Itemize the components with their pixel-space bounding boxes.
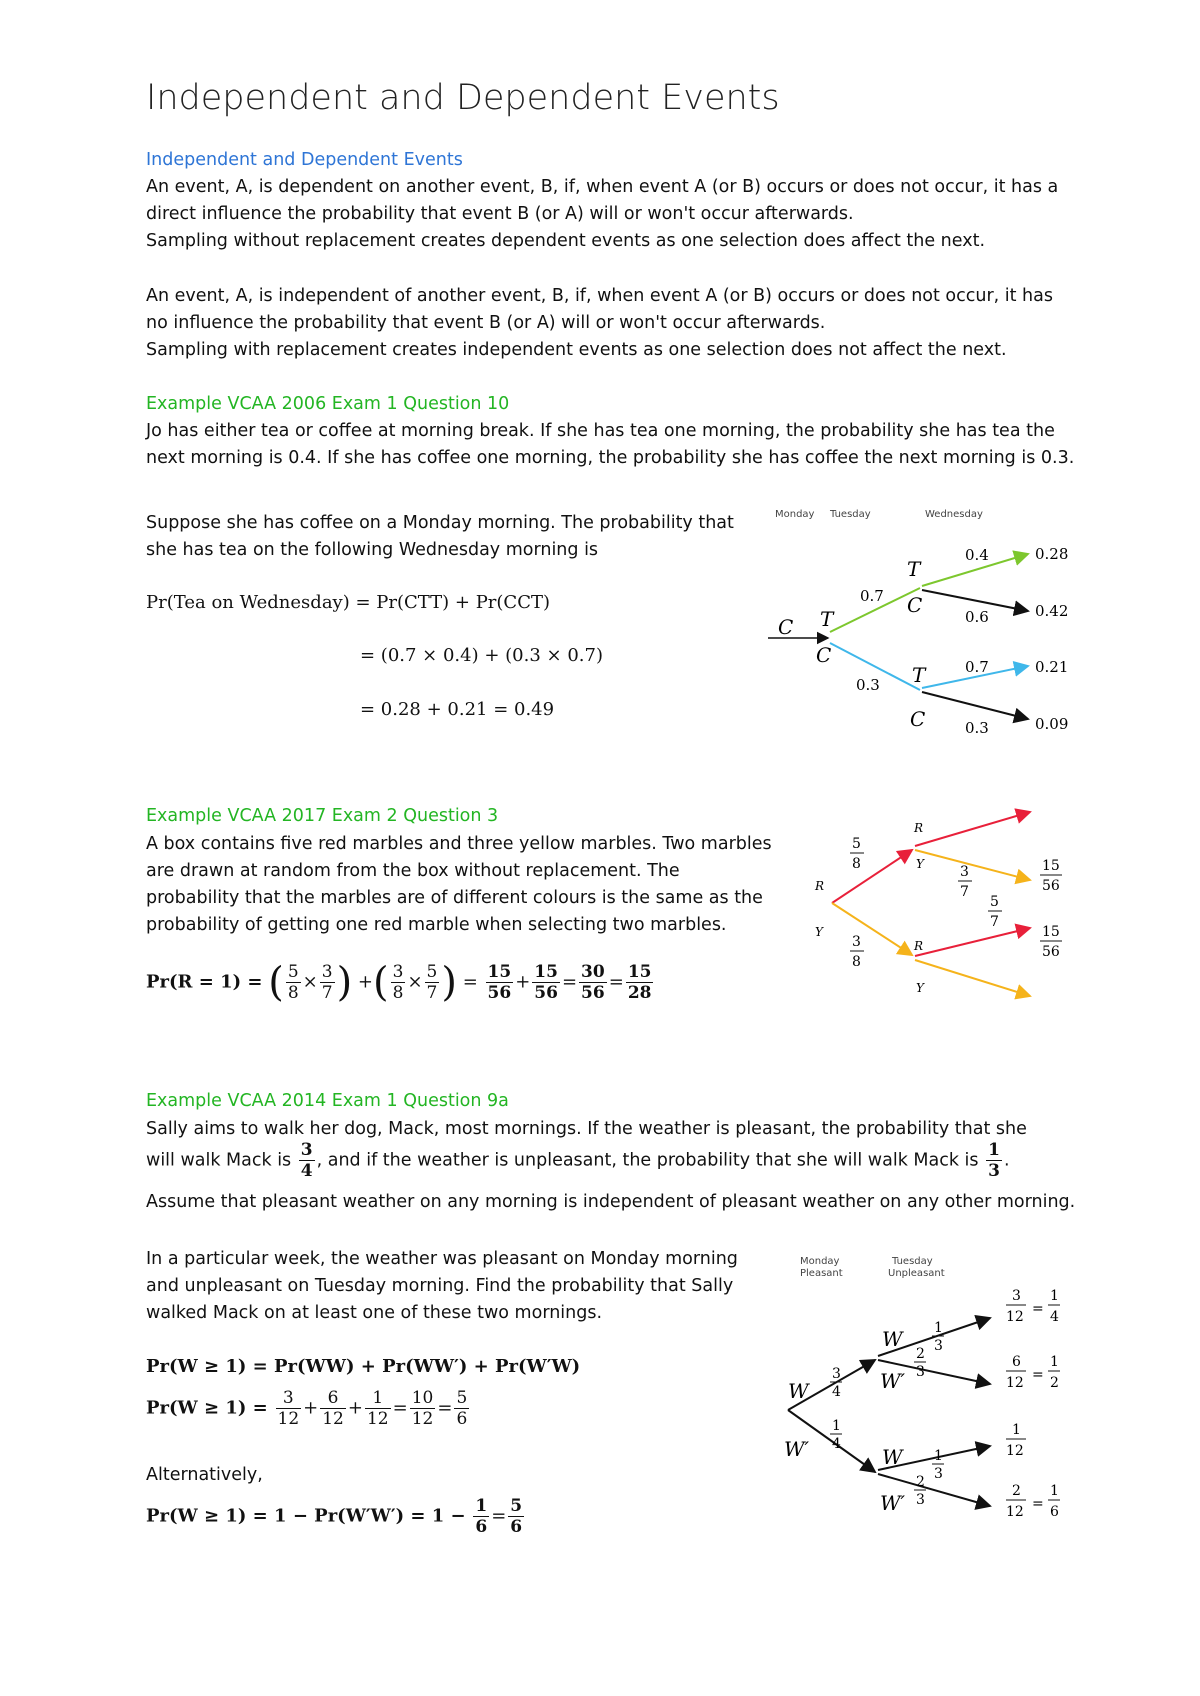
svg-text:4: 4 — [832, 1436, 841, 1452]
example1-question-2: she has tea on the following Wednesday morning is — [146, 540, 599, 560]
example3-line-2: will walk Mack is $\frac{3}{4}$ , and if the weather is unpleasant, the probability that she will walk Mack is $\frac{1}{3}$ . — [146, 1140, 1010, 1181]
independent-line-1: An event, A, is independent of another event, B, if, when event A (or B) occurs or does not occur, it has — [146, 286, 1053, 306]
example2-line-1: A box contains five red marbles and three yellow marbles. Two marbles — [146, 834, 772, 854]
tree1-node-c-tue: C — [816, 643, 832, 667]
tree1-node-t-wed1: T — [907, 557, 921, 581]
tree3-result-4 — [1006, 1483, 1060, 1520]
tree2-branch-ry — [915, 850, 1030, 880]
svg-text:3: 3 — [916, 1492, 925, 1508]
svg-text:1: 1 — [934, 1448, 943, 1464]
example2-eq-lhs: Pr(R = 1) = — [146, 971, 263, 993]
example1-heading: Example VCAA 2006 Exam 1 Question 10 — [146, 394, 510, 414]
example1-question — [146, 510, 734, 564]
example3-alternatively: Alternatively, — [146, 1465, 263, 1485]
tree1-node-c-wed2: C — [910, 707, 926, 731]
example1-eq2: = (0.7 × 0.4) + (0.3 × 0.7) — [360, 645, 603, 666]
dependent-line-2: direct influence the probability that event B (or A) will or won't occur afterwards. — [146, 204, 854, 224]
svg-text:7: 7 — [990, 914, 999, 930]
tree3-prob-2-3-a — [914, 1346, 926, 1380]
example1-eq1-rhs: = Pr(CTT) + Pr(CCT) — [355, 592, 551, 613]
svg-text:56: 56 — [1042, 944, 1060, 960]
tree1-result-009: 0.09 — [1035, 715, 1069, 733]
example3-line-3: Assume that pleasant weather on any morning is independent of pleasant weather on any other morning. — [146, 1192, 1076, 1212]
example3-question-1: In a particular week, the weather was pleasant on Monday morning — [146, 1249, 738, 1269]
dog-walk-tree-diagram — [780, 1250, 1100, 1560]
tree3-result-3 — [1006, 1422, 1026, 1459]
tree2-branch-yy — [915, 960, 1030, 996]
svg-text:1: 1 — [934, 1320, 943, 1336]
example1-eq3: = 0.28 + 0.21 = 0.49 — [360, 699, 555, 720]
tree3-node-w-tue2: W — [882, 1445, 903, 1469]
svg-text:15: 15 — [1042, 924, 1060, 940]
svg-text:15: 15 — [1042, 858, 1060, 874]
example1-eq1-lhs: Pr(Tea on Wednesday) — [146, 592, 350, 613]
independent-line-2: no influence the probability that event B (or A) will or won't occur afterwards. — [146, 313, 826, 333]
example2-equation: Pr(R = 1) = ( $\frac{5}{8}$ × $\frac{3}{7}$ ) +( $\frac{3}{8}$ × $\frac{5}{7}$ ) = $\frac{15}{56}$ + $\frac{15}{56}$ = $\frac{30}{56}$ = $\frac{15}{28}$ — [146, 959, 652, 1006]
svg-text:1: 1 — [1050, 1354, 1059, 1370]
dependent-line-3: Sampling without replacement creates dependent events as one selection does affect the next. — [146, 231, 986, 251]
tree2-prob-5-7 — [988, 894, 1002, 930]
tree3-prob-1-3-b — [932, 1448, 944, 1482]
tree2-branch-y — [832, 903, 912, 955]
svg-text:=: = — [1032, 1301, 1044, 1317]
svg-text:8: 8 — [852, 856, 861, 872]
tree1-branch-ccc — [922, 692, 1028, 719]
example3-eq1: Pr(W ≥ 1) = Pr(WW) + Pr(WW′) + Pr(W′W) — [146, 1356, 581, 1377]
svg-text:12: 12 — [1006, 1443, 1024, 1459]
example3-question-3: walked Mack on at least one of these two mornings. — [146, 1303, 603, 1323]
example3-eq3: Pr(W ≥ 1) = 1 − Pr(W′W′) = 1 − $\frac{1}{6}$ = $\frac{5}{6}$ — [146, 1496, 523, 1537]
tree3-result-2 — [1006, 1354, 1060, 1391]
tree1-node-t-wed2: T — [912, 663, 926, 687]
svg-text:2: 2 — [1050, 1375, 1059, 1391]
tree3-node-w-tue1: W — [882, 1327, 903, 1351]
svg-text:2: 2 — [1012, 1483, 1021, 1499]
tree3-col-tuesday: Tuesday — [892, 1256, 933, 1267]
example1-line-1: Jo has either tea or coffee at morning break. If she has tea one morning, the probability she has tea the — [146, 421, 1055, 441]
svg-text:6: 6 — [1012, 1354, 1021, 1370]
tree2-prob-3-7 — [958, 864, 972, 900]
tree3-node-w-mon: W — [788, 1379, 809, 1403]
tree2-prob-3-8 — [850, 934, 864, 970]
svg-text:12: 12 — [1006, 1375, 1024, 1391]
tree1-col-wednesday: Wednesday — [925, 509, 983, 520]
svg-text:=: = — [1032, 1496, 1044, 1512]
svg-text:3: 3 — [934, 1466, 943, 1482]
example3-question-2: and unpleasant on Tuesday morning. Find the probability that Sally — [146, 1276, 734, 1296]
tree2-node-r3: R — [914, 939, 924, 953]
marbles-tree-diagram — [810, 800, 1100, 1020]
section-heading: Independent and Dependent Events — [146, 150, 463, 170]
svg-text:5: 5 — [852, 836, 861, 852]
example2-heading: Example VCAA 2017 Exam 2 Question 3 — [146, 806, 499, 826]
tree2-node-r2: R — [914, 821, 924, 835]
tree2-node-y2: Y — [916, 857, 924, 871]
svg-text:56: 56 — [1042, 878, 1060, 894]
tree1-result-042: 0.42 — [1035, 602, 1069, 620]
tree1-result-021: 0.21 — [1035, 658, 1069, 676]
tree2-result-ry — [1040, 858, 1062, 894]
tree2-result-yr — [1040, 924, 1062, 960]
tree1-prob-03: 0.3 — [856, 676, 880, 694]
example1-question-1: Suppose she has coffee on a Monday morning. The probability that — [146, 513, 734, 533]
tree1-prob-03b: 0.3 — [965, 719, 989, 737]
tree3-node-wp-mon: W′ — [784, 1437, 810, 1461]
page-title: Independent and Dependent Events — [146, 78, 780, 118]
example2-line-2: are drawn at random from the box without replacement. The — [146, 861, 680, 881]
tea-coffee-tree-diagram — [760, 500, 1090, 750]
tree1-prob-06: 0.6 — [965, 608, 989, 626]
independent-line-3: Sampling with replacement creates independent events as one selection does not affect the next. — [146, 340, 1007, 360]
example1-eq1 — [146, 592, 550, 613]
tree2-node-y3: Y — [916, 981, 924, 995]
svg-text:2: 2 — [916, 1346, 925, 1362]
example2-line-4: probability of getting one red marble when selecting two marbles. — [146, 915, 727, 935]
svg-text:1: 1 — [1012, 1422, 1021, 1438]
example1-line-2: next morning is 0.4. If she has coffee one morning, the probability she has coffee the next morning is 0.3. — [146, 448, 1075, 468]
tree2-branch-yr — [915, 928, 1030, 956]
dependent-line-1: An event, A, is dependent on another event, B, if, when event A (or B) occurs or does not occur, it has a — [146, 177, 1059, 197]
tree1-result-028: 0.28 — [1035, 545, 1069, 563]
tree1-prob-07b: 0.7 — [965, 658, 989, 676]
tree3-node-wp-tue2: W′ — [880, 1491, 906, 1515]
svg-text:1: 1 — [832, 1418, 841, 1434]
svg-text:3: 3 — [1012, 1288, 1021, 1304]
tree1-node-t-tue: T — [820, 607, 834, 631]
independent-definition — [146, 283, 1053, 364]
example2-line-3: probability that the marbles are of different colours is the same as the — [146, 888, 763, 908]
example3-question — [146, 1246, 738, 1327]
svg-text:3: 3 — [832, 1366, 841, 1382]
tree3-result-1 — [1006, 1288, 1060, 1325]
tree3-col-pleasant: Pleasant — [800, 1268, 843, 1279]
svg-text:=: = — [1032, 1367, 1044, 1383]
svg-text:1: 1 — [1050, 1483, 1059, 1499]
example2-text — [146, 831, 772, 939]
svg-text:3: 3 — [934, 1338, 943, 1354]
svg-text:5: 5 — [990, 894, 999, 910]
example3-heading: Example VCAA 2014 Exam 1 Question 9a — [146, 1091, 509, 1111]
tree3-prob-2-3-b — [914, 1474, 926, 1508]
example3-eq2: Pr(W ≥ 1) = $\frac{3}{12}$ + $\frac{6}{12}$ + $\frac{1}{12}$ = $\frac{10}{12}$ = $\frac{5}{6}$ — [146, 1388, 468, 1429]
tree3-col-unpleasant: Unpleasant — [888, 1268, 945, 1279]
tree1-col-tuesday: Tuesday — [830, 509, 871, 520]
svg-text:8: 8 — [852, 954, 861, 970]
example1-text — [146, 418, 1074, 472]
tree3-prob-1-4 — [830, 1418, 842, 1452]
svg-text:3: 3 — [960, 864, 969, 880]
example3-line-1: Sally aims to walk her dog, Mack, most mornings. If the weather is pleasant, the probability that she — [146, 1119, 1027, 1139]
svg-text:7: 7 — [960, 884, 969, 900]
svg-text:2: 2 — [916, 1474, 925, 1490]
svg-text:6: 6 — [1050, 1504, 1059, 1520]
tree1-node-c-wed1: C — [907, 593, 923, 617]
tree2-branch-r — [832, 850, 912, 903]
svg-text:4: 4 — [1050, 1309, 1059, 1325]
tree1-node-c-start: C — [778, 615, 794, 639]
svg-text:3: 3 — [916, 1364, 925, 1380]
tree2-node-y1: Y — [815, 925, 823, 939]
tree3-node-wp-tue1: W′ — [880, 1369, 906, 1393]
svg-text:12: 12 — [1006, 1504, 1024, 1520]
dependent-definition — [146, 174, 1058, 255]
tree2-branch-rr — [915, 812, 1030, 846]
tree1-prob-04: 0.4 — [965, 546, 989, 564]
tree3-col-monday: Monday — [800, 1256, 840, 1267]
svg-text:12: 12 — [1006, 1309, 1024, 1325]
tree2-prob-5-8 — [850, 836, 864, 872]
svg-text:3: 3 — [852, 934, 861, 950]
svg-text:4: 4 — [832, 1384, 841, 1400]
tree1-prob-07: 0.7 — [860, 587, 884, 605]
tree2-node-r1: R — [815, 879, 825, 893]
svg-text:1: 1 — [1050, 1288, 1059, 1304]
tree1-col-monday: Monday — [775, 509, 815, 520]
